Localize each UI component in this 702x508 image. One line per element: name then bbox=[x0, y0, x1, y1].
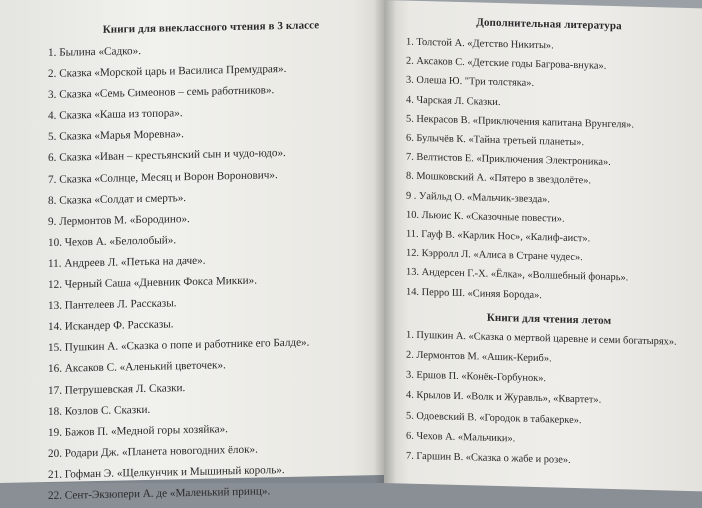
list-item: 6. Чехов А. «Мальчики». bbox=[406, 430, 516, 445]
list-item: 3. Ершов П. «Конёк-Горбунок». bbox=[406, 369, 546, 385]
list-item: 1. Толстой А. «Детство Никиты». bbox=[406, 36, 554, 52]
list-item: 17. Петрушевская Л. Сказки. bbox=[48, 381, 186, 397]
list-item: 5. Сказка «Марья Моревна». bbox=[48, 128, 184, 144]
list-item: 10. Чехов А. «Белолобый». bbox=[48, 234, 177, 249]
additional-literature-list bbox=[406, 33, 692, 309]
left-page-heading: Книги для внеклассного чтения в 3 классе bbox=[102, 19, 320, 36]
list-item: 7. Сказка «Солнце, Месяц и Ворон Воронович». bbox=[48, 168, 278, 186]
reading-list-3rd-grade bbox=[48, 36, 364, 507]
list-item: 4. Крылов И. «Волк и Журавль», «Квартет». bbox=[406, 390, 602, 407]
list-item: 3. Сказка «Семь Симеонов – семь работников». bbox=[48, 84, 275, 102]
list-item: 21. Гофман Э. «Щелкунчик и Мышиный король». bbox=[48, 463, 285, 481]
list-item: 10. Льюис К. «Сказочные повести». bbox=[406, 209, 565, 225]
list-item: 19. Бажов П. «Медной горы хозяйка». bbox=[48, 422, 228, 439]
list-item: 18. Козлов С. Сказки. bbox=[48, 403, 151, 418]
list-item: 14. Искандер Ф. Рассказы. bbox=[48, 318, 174, 334]
list-item: 11. Гауф В. «Карлик Нос», «Калиф-аист». bbox=[406, 228, 591, 245]
list-item: 2. Аксаков С. «Детские годы Багрова-внука». bbox=[406, 55, 607, 73]
list-item: 6. Сказка «Иван – крестьянский сын и чудо-юдо». bbox=[48, 147, 286, 165]
list-item: 2. Сказка «Морской царь и Василиса Премудрая». bbox=[48, 63, 287, 81]
list-item: 8. Мошковский А. «Пятеро в звездолёте». bbox=[406, 170, 592, 187]
list-item: 11. Андреев Л. «Петька на даче». bbox=[48, 254, 206, 270]
list-item: 9 . Уайльд О. «Мальчик-звезда». bbox=[406, 190, 550, 205]
list-item: 14. Перро Ш. «Синяя Борода». bbox=[406, 286, 542, 301]
list-item: 12. Черный Саша «Дневник Фокса Микки». bbox=[48, 274, 258, 292]
list-item: 6. Булычёв К. «Тайна третьей планеты». bbox=[406, 132, 585, 149]
list-item: 7. Велтистов Е. «Приключения Электроника». bbox=[406, 151, 611, 169]
list-item: 4. Чарская Л. Сказки. bbox=[406, 94, 501, 108]
list-item: 9. Лермонтов М. «Бородино». bbox=[48, 212, 190, 228]
list-item: 4. Сказка «Каша из топора». bbox=[48, 107, 183, 123]
list-item: 13. Андерсен Г.-Х. «Ёлка», «Волшебный фонарь». bbox=[406, 267, 629, 284]
book-gutter bbox=[374, 0, 396, 483]
list-item: 20. Родари Дж. «Планета новогодних ёлок». bbox=[48, 443, 258, 460]
list-item: 1. Пушкин А. «Сказка о мертвой царевне и семи богатырях». bbox=[406, 329, 677, 348]
list-item: 2. Лермонтов М. «Ашик-Кериб». bbox=[406, 349, 552, 365]
list-item: 16. Аксаков С. «Аленький цветочек». bbox=[48, 359, 226, 376]
additional-literature-heading: Дополнительная литература bbox=[476, 16, 622, 33]
list-item: 7. Гаршин В. «Сказка о жабе и розе». bbox=[406, 450, 571, 466]
list-item: 1. Былина «Садко». bbox=[48, 45, 142, 59]
list-item: 8. Сказка «Солдат и смерть». bbox=[48, 191, 187, 207]
summer-reading-heading: Книги для чтения летом bbox=[486, 311, 612, 327]
list-item: 3. Олеша Ю. "Три толстяка». bbox=[406, 74, 535, 90]
list-item: 13. Пантелеев Л. Рассказы. bbox=[48, 297, 177, 313]
list-item: 22. Сент-Экзюпери А. де «Маленький принц». bbox=[48, 485, 271, 502]
summer-reading-list bbox=[406, 325, 692, 474]
list-item: 5. Одоевский В. «Городок в табакерке». bbox=[406, 410, 582, 426]
list-item: 5. Некрасов В. «Приключения капитана Врунгеля». bbox=[406, 113, 634, 131]
list-item: 15. Пушкин А. «Сказка о попе и работнике его Балде». bbox=[48, 336, 310, 355]
right-page bbox=[384, 0, 702, 491]
list-item: 12. Кэрролл Л. «Алиса в Стране чудес». bbox=[406, 247, 583, 264]
